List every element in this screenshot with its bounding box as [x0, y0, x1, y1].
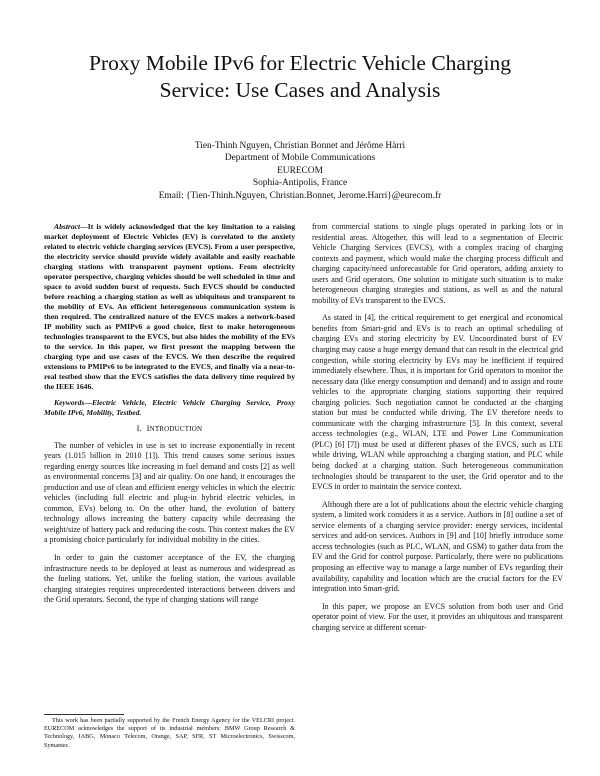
abstract-label: Abstract: [54, 222, 81, 231]
affiliation-organization: EURECOM: [277, 165, 323, 176]
intro-paragraph-6: In this paper, we propose an EVCS solution from both user and Grid operator point of view. For the user, it provides an ubiquitous and transparent charging service at different scenar-: [312, 601, 563, 632]
title-line-1: Proxy Mobile IPv6 for Electric Vehicle Charging: [89, 51, 511, 75]
keywords: Keywords—Electric Vehicle, Electric Vehicle Charging Service, Proxy Mobile IPv6, Mobility, Testbed.: [44, 398, 295, 417]
left-column: [44, 222, 295, 613]
author-block: [60, 140, 540, 202]
abstract-text: —It is widely acknowledged that the key limitation to a raising market deployment of Electric Vehicles (EV) is correlated to the anxiety related to electric vehicle charging services (EVCS). From a user perspective, the electricity service should provide widely available and easily reachable charging stations with transparent payment options. From electricity operator perspective, charging vehicles should be well scheduled in time and space to avoid sudden burst of requests. Such EVCS should be conducted before reaching a charging station as well as ubiquitous and transparent to the mobility of EVs. An efficient heterogeneous communication system is then required. The centralized nature of the EVCS makes a network-based IP mobility such as PMIPv6 a good choice, first to make heterogeneous technologies transparent to the EVCS, but also hides the mobility of the EVs to the service. In this paper, we first present the mapping between the charging type and use cases of the EVCS. We then describe the required extensions to PMIPv6 to be integrated to the EVCS, and finally via a near-to-real testbed show that the EVCS satisfies the data delivery time required by the IEEE 1646.: [44, 222, 295, 391]
right-column: [312, 222, 563, 640]
intro-paragraph-4: As stated in [4], the critical requirement to get energical and economical benefits from Smart-grid and EVs is to reach an optimal scheduling of charging EVs and storing electricity by EV. Uncoordinated burst of EV charging may cause a huge energy demand that can result in the electrical grid congestion, while storing electricity by EVs may be inefficient if required immediately elsewhere. Thus, it is important for Grid operators to monitor the necessary data (like energy consumption and demand) and to assign and route vehicles to the appropriate charging stations supporting their required charging policies. Such negotiation cannot be conducted at the charging station but must be conducted while driving. The EV therefore needs to communicate with the charging infrastructure [5]. In this context, several access technologies (e.g., WLAN, LTE and Power Line Communication (PLC) [6] [7]) must be used at different phases of the EVCS, such as LTE while driving, WLAN while approaching a charging station, and PLC while being docked at a charging station. Such heterogeneous communication technologies should be transparent to the user, the Grid operator and to the EVCS in order to maintain the service context.: [312, 313, 563, 492]
intro-paragraph-1: The number of vehicles in use is set to increase exponentially in recent years (1.015 billion in 2010 [1]). This trend causes some serious issues regarding energy sources like increasing in fuel demand and costs [2] as well as environmental concerns [3] and air quality. On one hand, it encourages the production and use of clean and efficient energy vehicles in which the electric vehicles (including full electric and plug-in hybrid electric vehicles, in common, EVs) belong to. On the other hand, the evolution of battery technology allows increasing the battery capacity while decreasing the weight/size of battery pack and reducing the costs. This context makes the EV a promising choice particularly for individual mobility in the cities.: [44, 440, 295, 545]
intro-paragraph-2: In order to gain the customer acceptance of the EV, the charging infrastructure needs to be deployed at least as numerous and widespread as the fueling stations. Yet, unlike the fueling station, the various available charging strategies requires unprecedented interactions between drivers and the Grid operators. Second, the type of charging stations will range: [44, 553, 295, 605]
funding-footnote: This work has been partially supported by the French Energy Agency for the VELCRI project. EURECOM acknowledges the support of its industrial members: BMW Group Research & Technology, IABG, Monaco Telecom, Orange, SAP, SFR, ST Microelectronics, Swisscom, Symantec.: [44, 717, 295, 749]
abstract: [44, 222, 295, 392]
title-line-2: Service: Use Cases and Analysis: [159, 78, 441, 102]
intro-paragraph-3: from commercial stations to single plugs operated in parking lots or in residential areas. Altogether, this will lead to a segmentation of Electric Vehicle Charging Services (EVCS), with a complex tracing of charging contexts and payment, which would make the charging process difficult and charging capacity/need unforecastable for Grid operators, adding anxiety to users and Grid operators. One solution to mitigate such situation is to make heterogeneous charging strategies and stations, as well as and the natural mobility of EVs transparent to the EVCS.: [312, 222, 563, 305]
footnote-divider: [44, 714, 124, 715]
author-email: Email: {Tien-Thinh.Nguyen, Christian.Bonnet, Jerome.Harri}@eurecom.fr: [158, 190, 442, 201]
section-title-rest: NTRODUCTION: [149, 425, 203, 433]
section-heading-introduction: [44, 424, 295, 435]
section-title-initial: I: [146, 424, 150, 433]
author-names: Tien-Thinh Nguyen, Christian Bonnet and Jérôme Härri: [194, 141, 406, 151]
affiliation-city: Sophia-Antipolis, France: [252, 178, 348, 189]
intro-paragraph-5: Although there are a lot of publications about the electric vehicle charging system, a limited work considers it as a service. Authors in [8] outline a set of service elements of a charging service provider: energy services, incidental services and add-on services. Authors in [9] and [10] briefly introduce some access technologies (such as PLC, WLAN, and GSM) to gather data from the EV and the Grid for control purpose. Particularly, there were no publications proposing an effective way to manage a large number of EVs regarding their availability, capability and location which are the crucial factors for the EV integration into Smart-grid.: [312, 499, 563, 594]
section-number: I.: [136, 424, 142, 433]
affiliation-department: Department of Mobile Communications: [224, 153, 376, 164]
paper-title: [40, 50, 560, 104]
